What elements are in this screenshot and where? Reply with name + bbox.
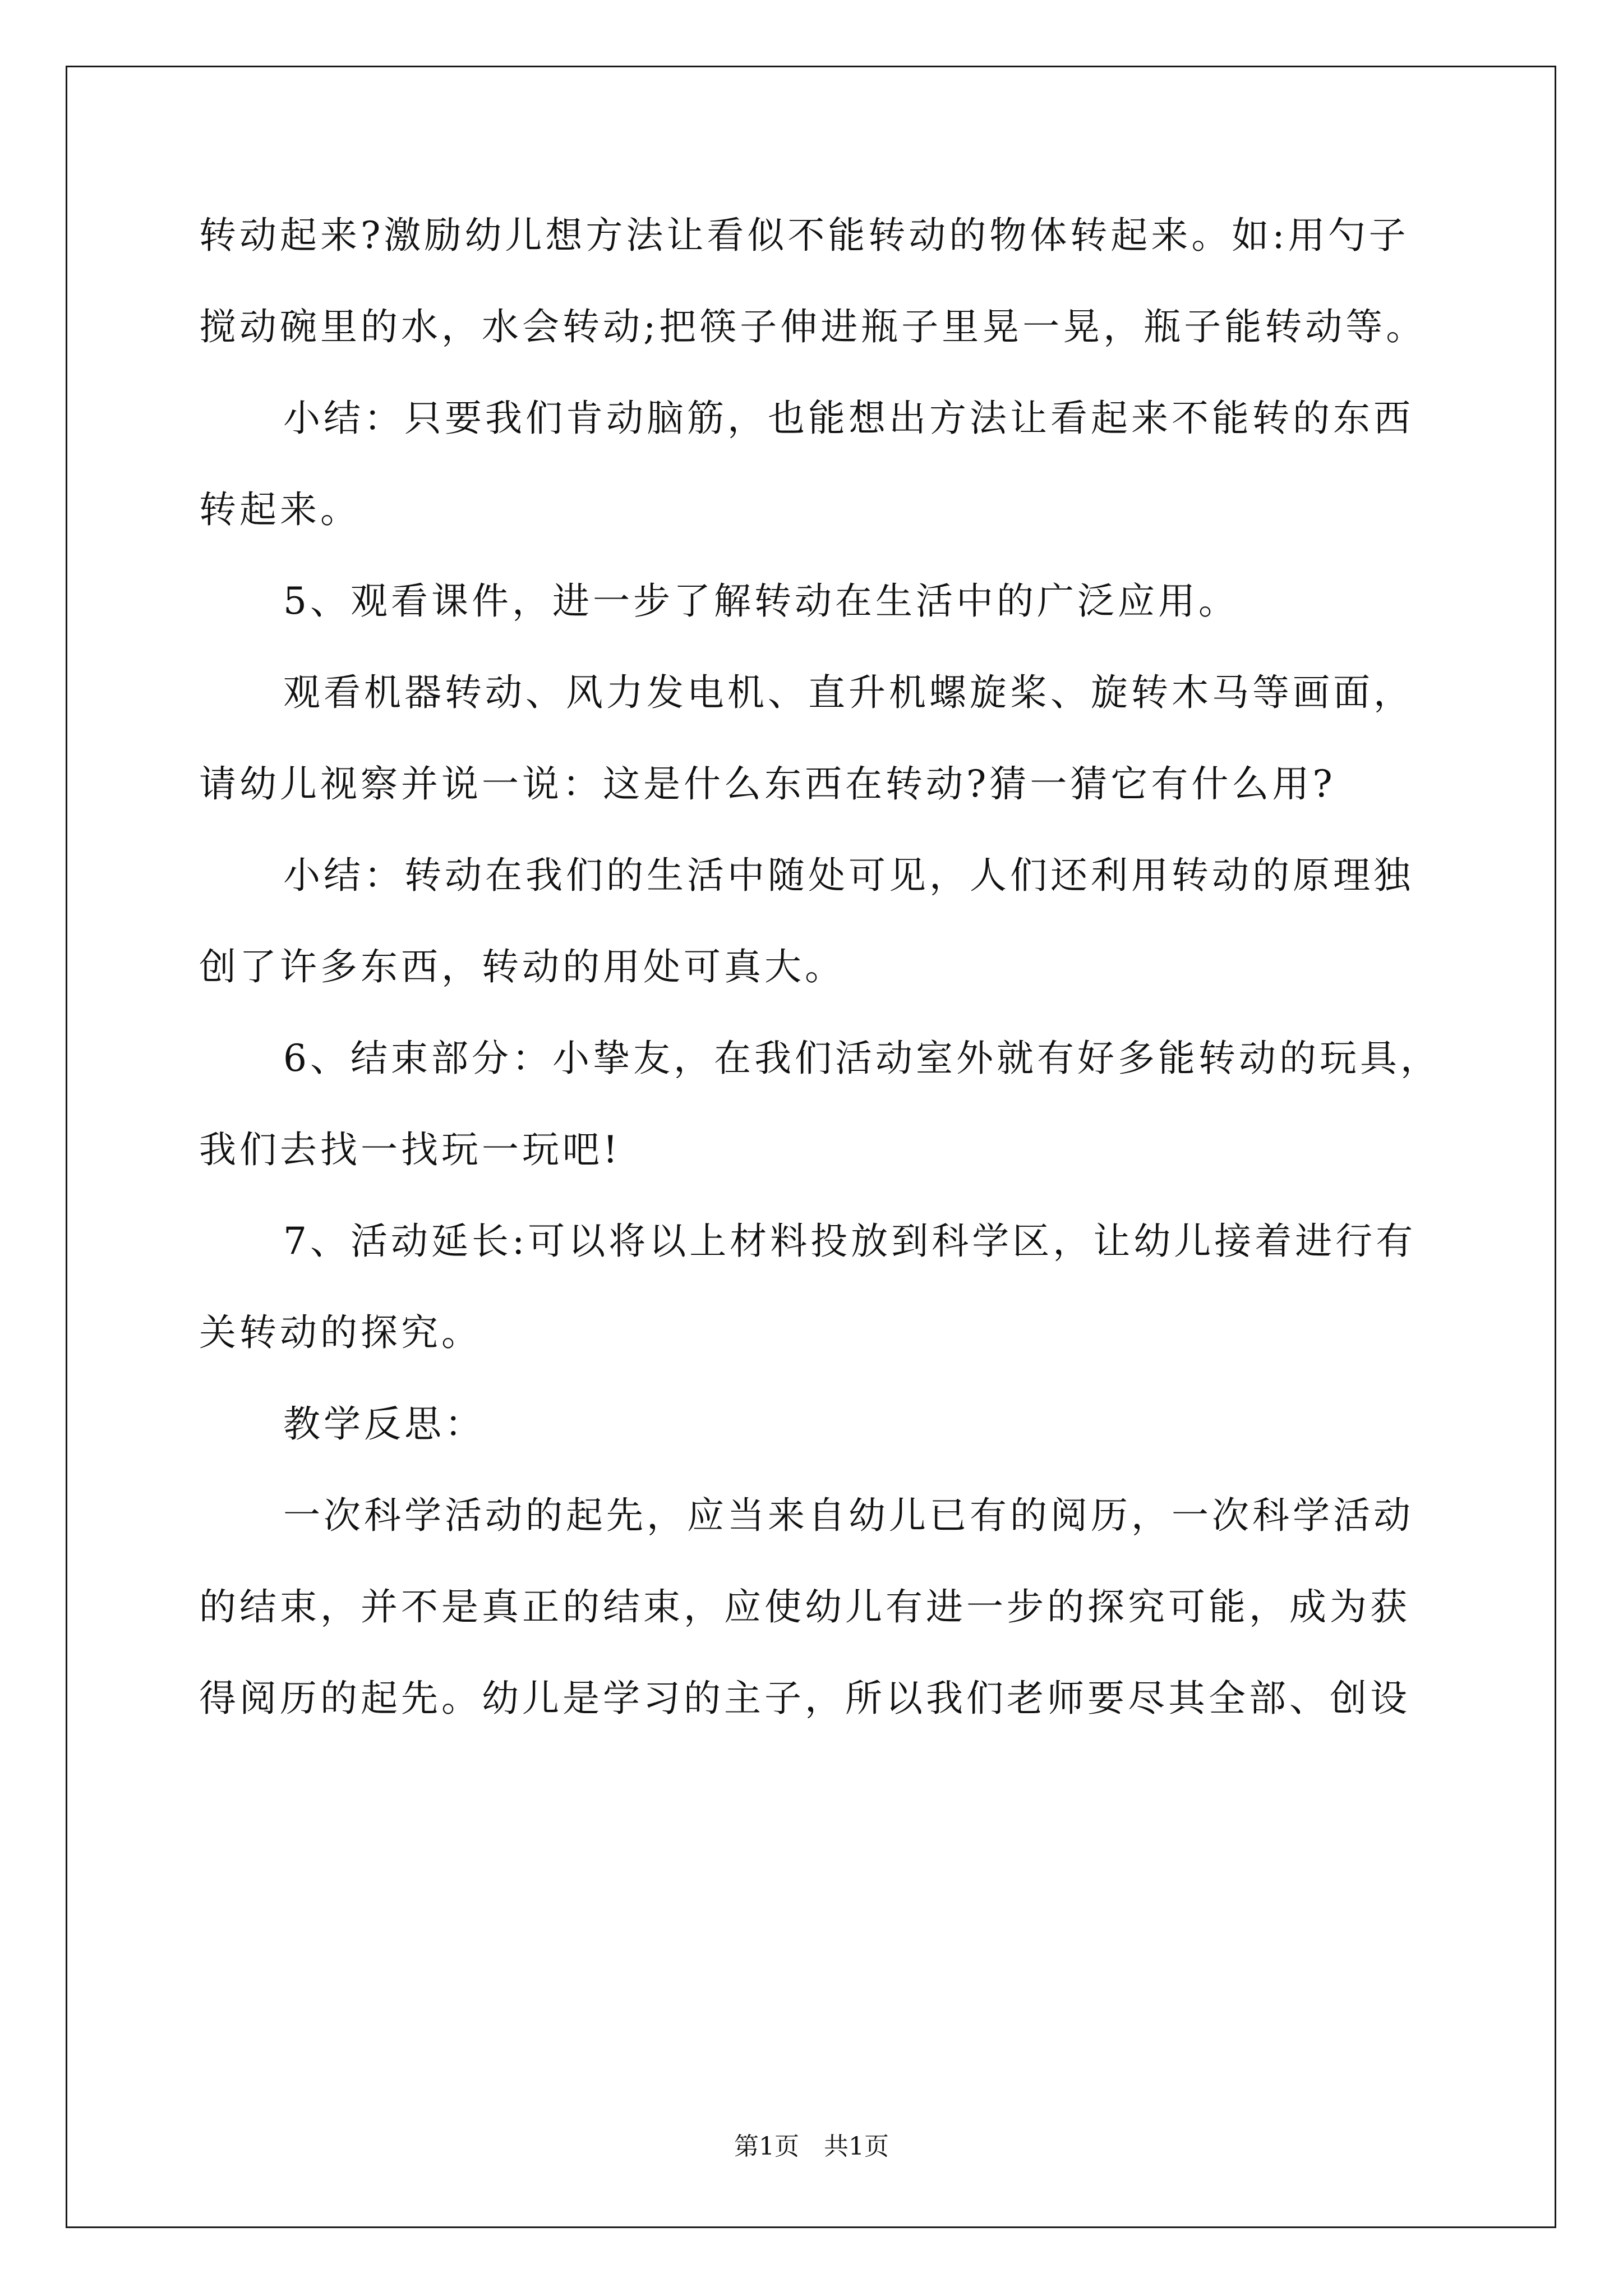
text-line: 教学反思： bbox=[283, 1402, 485, 1446]
text-line: 创了许多东西，转动的用处可真大。 bbox=[199, 945, 845, 988]
page-footer bbox=[0, 2126, 1623, 2162]
text-line: 搅动碗里的水，水会转动;把筷子伸进瓶子里晃一晃，瓶子能转动等。 bbox=[199, 305, 1427, 348]
text-line: 6、结束部分：小挚友，在我们活动室外就有好多能转动的玩具， bbox=[283, 1037, 1441, 1080]
text-line: 转起来。 bbox=[199, 488, 361, 531]
text-line: 小结：只要我们肯动脑筋，也能想出方法让看起来不能转的东西 bbox=[283, 397, 1414, 440]
text-line: 请幼儿视察并说一说：这是什么东西在转动?猜一猜它有什么用? bbox=[199, 762, 1336, 806]
text-line: 关转动的探究。 bbox=[199, 1311, 482, 1354]
text-line: 一次科学活动的起先，应当来自幼儿已有的阅历，一次科学活动 bbox=[283, 1494, 1414, 1537]
page-number: 第1页 bbox=[734, 2132, 799, 2161]
text-line: 得阅历的起先。幼儿是学习的主子，所以我们老师要尽其全部、创设 bbox=[199, 1677, 1410, 1720]
page-total: 共1页 bbox=[824, 2132, 889, 2161]
text-line: 我们去找一找玩一玩吧! bbox=[199, 1128, 621, 1171]
text-line: 7、活动延长:可以将以上材料投放到科学区，让幼儿接着进行有 bbox=[283, 1220, 1417, 1263]
text-line: 观看机器转动、风力发电机、直升机螺旋桨、旋转木马等画面， bbox=[283, 671, 1414, 714]
text-line: 5、观看课件，进一步了解转动在生活中的广泛应用。 bbox=[283, 579, 1239, 623]
text-line: 转动起来?激励幼儿想方法让看似不能转动的物体转起来。如:用勺子 bbox=[199, 214, 1409, 257]
text-line: 小结：转动在我们的生活中随处可见，人们还利用转动的原理独 bbox=[283, 854, 1414, 897]
text-line: 的结束，并不是真正的结束，应使幼儿有进一步的探究可能，成为获 bbox=[199, 1585, 1410, 1628]
